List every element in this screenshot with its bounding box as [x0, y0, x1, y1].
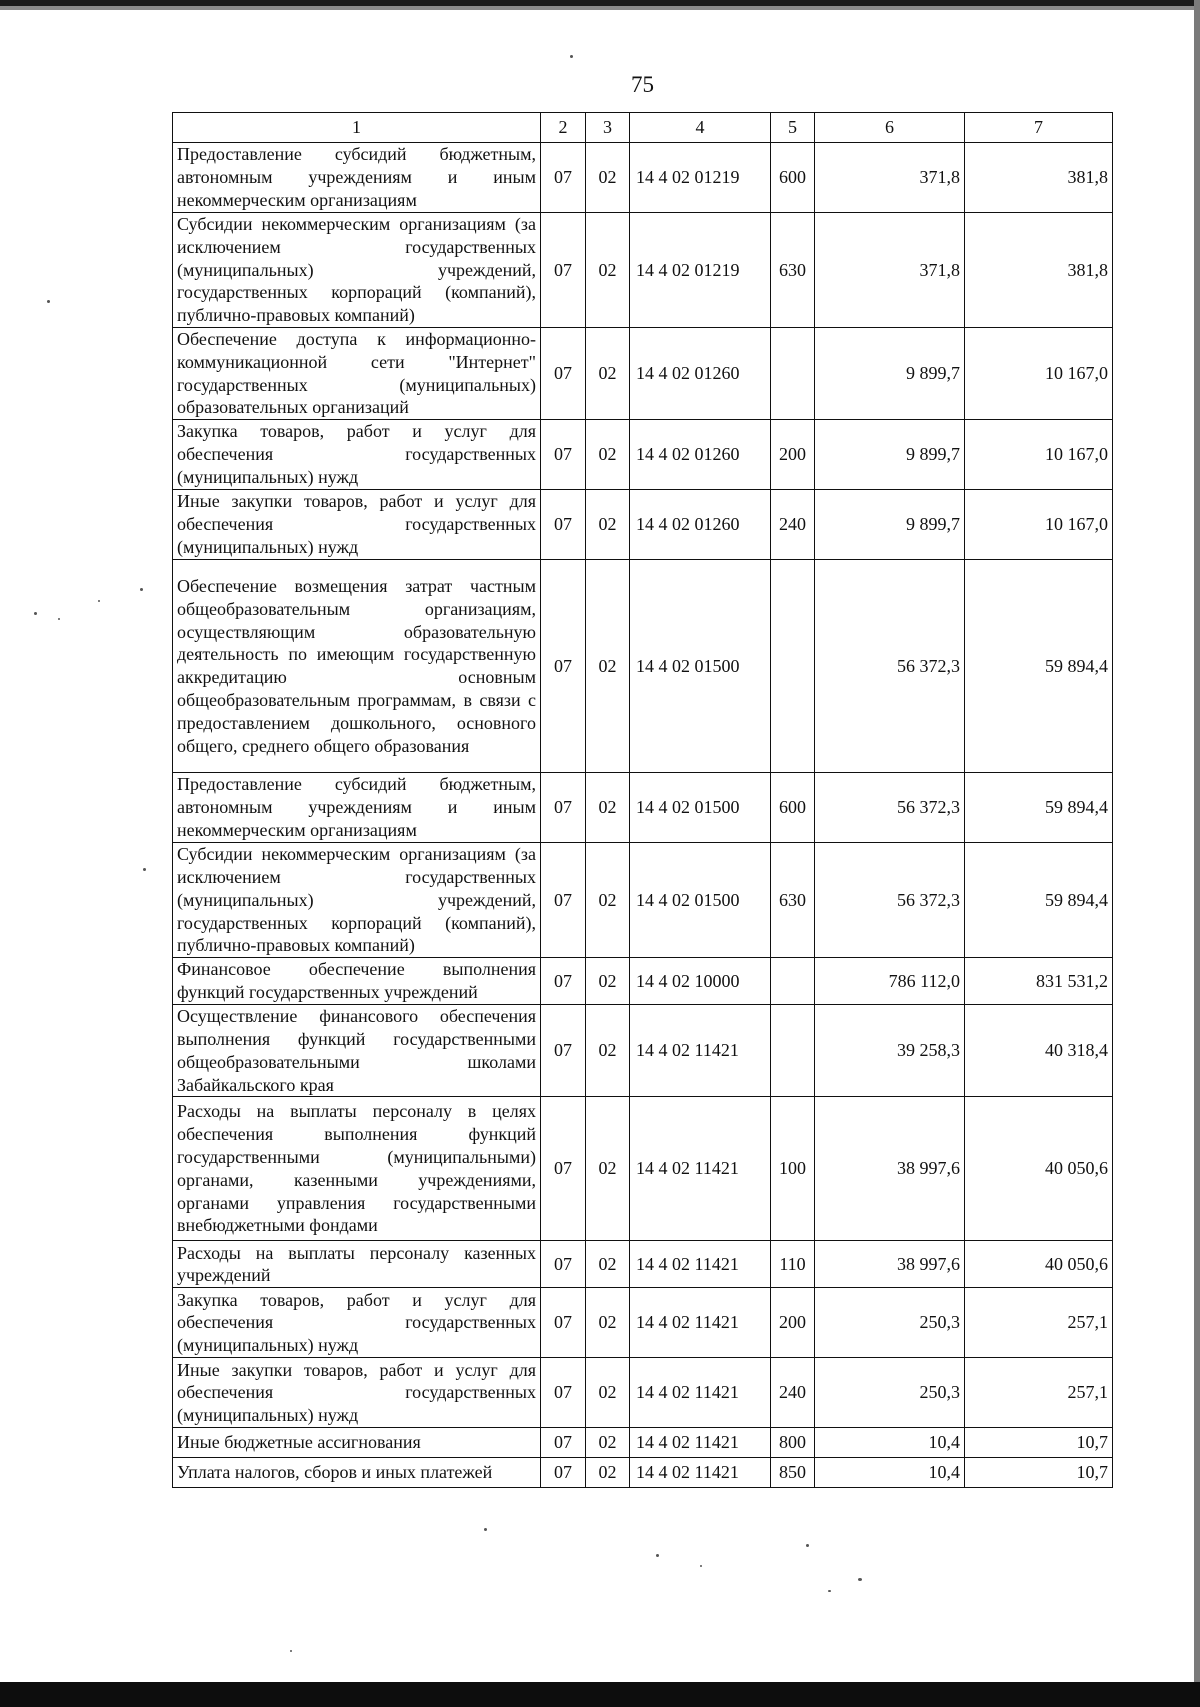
- cell-amount-col6: 371,8: [815, 213, 965, 328]
- table-row: [173, 1428, 1113, 1458]
- cell-target-article: 14 4 02 01219: [630, 213, 771, 328]
- cell-section: 07: [541, 420, 586, 490]
- table-row: [173, 490, 1113, 560]
- speck: [828, 1590, 831, 1592]
- speck: [140, 588, 143, 591]
- cell-amount-col7: 10 167,0: [965, 490, 1113, 560]
- header-col-4: 4: [630, 113, 771, 143]
- cell-subsection: 02: [586, 843, 630, 958]
- table-row: [173, 843, 1113, 958]
- cell-section: 07: [541, 327, 586, 419]
- cell-amount-col7: 59 894,4: [965, 560, 1113, 773]
- table-row: [173, 560, 1113, 773]
- table-row: [173, 213, 1113, 328]
- cell-name: Обеспечение доступа к информационно-коммуникационной сети "Интернет" государственных (муниципальных) образовательных организаций: [173, 327, 541, 419]
- speck: [570, 55, 573, 58]
- cell-target-article: 14 4 02 11421: [630, 1458, 771, 1488]
- speck: [143, 868, 146, 871]
- cell-name: Осуществление финансового обеспечения выполнения функций государственными общеобразовательными школами Забайкальского края: [173, 1005, 541, 1097]
- cell-amount-col7: 40 318,4: [965, 1005, 1113, 1097]
- cell-expense-type: [771, 560, 815, 773]
- table-row: [173, 958, 1113, 1005]
- budget-table: [172, 112, 1113, 1488]
- cell-section: 07: [541, 1288, 586, 1358]
- cell-target-article: 14 4 02 01219: [630, 143, 771, 213]
- cell-name: Иные бюджетные ассигнования: [173, 1428, 541, 1458]
- cell-target-article: 14 4 02 11421: [630, 1358, 771, 1428]
- cell-section: 07: [541, 143, 586, 213]
- cell-target-article: 14 4 02 11421: [630, 1241, 771, 1288]
- cell-subsection: 02: [586, 327, 630, 419]
- cell-section: 07: [541, 213, 586, 328]
- cell-target-article: 14 4 02 01260: [630, 490, 771, 560]
- cell-name: Закупка товаров, работ и услуг для обеспечения государственных (муниципальных) нужд: [173, 420, 541, 490]
- cell-expense-type: 600: [771, 773, 815, 843]
- scan-border-right: [1194, 0, 1200, 1707]
- cell-amount-col6: 250,3: [815, 1358, 965, 1428]
- table-row: [173, 420, 1113, 490]
- cell-subsection: 02: [586, 1097, 630, 1241]
- cell-amount-col6: 9 899,7: [815, 490, 965, 560]
- cell-amount-col6: 38 997,6: [815, 1241, 965, 1288]
- cell-section: 07: [541, 1358, 586, 1428]
- cell-subsection: 02: [586, 1005, 630, 1097]
- cell-name: Предоставление субсидий бюджетным, автономным учреждениям и иным некоммерческим организациям: [173, 773, 541, 843]
- cell-expense-type: 100: [771, 1097, 815, 1241]
- cell-subsection: 02: [586, 1288, 630, 1358]
- cell-name: Предоставление субсидий бюджетным, автономным учреждениям и иным некоммерческим организациям: [173, 143, 541, 213]
- speck: [656, 1554, 659, 1557]
- cell-amount-col6: 56 372,3: [815, 773, 965, 843]
- table-row: [173, 327, 1113, 419]
- cell-expense-type: 850: [771, 1458, 815, 1488]
- table-row: [173, 1241, 1113, 1288]
- cell-expense-type: 630: [771, 213, 815, 328]
- cell-target-article: 14 4 02 11421: [630, 1428, 771, 1458]
- cell-target-article: 14 4 02 01260: [630, 420, 771, 490]
- cell-name: Субсидии некоммерческим организациям (за исключением государственных (муниципальных) учреждений, государственных корпораций (компаний), публично-правовых компаний): [173, 843, 541, 958]
- cell-name: Расходы на выплаты персоналу в целях обеспечения выполнения функций государственными (муниципальными) органами, казенными учреждениями, органами управления государственными внебюджетными фондами: [173, 1097, 541, 1241]
- table-row: [173, 1288, 1113, 1358]
- cell-amount-col6: 786 112,0: [815, 958, 965, 1005]
- cell-amount-col6: 9 899,7: [815, 327, 965, 419]
- cell-amount-col7: 40 050,6: [965, 1241, 1113, 1288]
- cell-section: 07: [541, 490, 586, 560]
- cell-amount-col6: 10,4: [815, 1428, 965, 1458]
- scan-border-top-shadow: [0, 6, 1200, 10]
- speck: [98, 600, 100, 602]
- header-col-6: 6: [815, 113, 965, 143]
- cell-target-article: 14 4 02 01500: [630, 773, 771, 843]
- header-col-1: 1: [173, 113, 541, 143]
- speck: [484, 1528, 487, 1531]
- cell-name: Расходы на выплаты персоналу казенных учреждений: [173, 1241, 541, 1288]
- cell-name: Иные закупки товаров, работ и услуг для обеспечения государственных (муниципальных) нужд: [173, 490, 541, 560]
- cell-amount-col6: 56 372,3: [815, 560, 965, 773]
- cell-expense-type: 240: [771, 1358, 815, 1428]
- table-row: [173, 1358, 1113, 1428]
- cell-section: 07: [541, 1005, 586, 1097]
- cell-name: Уплата налогов, сборов и иных платежей: [173, 1458, 541, 1488]
- cell-subsection: 02: [586, 143, 630, 213]
- cell-amount-col6: 39 258,3: [815, 1005, 965, 1097]
- cell-subsection: 02: [586, 213, 630, 328]
- cell-subsection: 02: [586, 1358, 630, 1428]
- cell-target-article: 14 4 02 11421: [630, 1005, 771, 1097]
- cell-subsection: 02: [586, 560, 630, 773]
- cell-amount-col7: 831 531,2: [965, 958, 1113, 1005]
- cell-subsection: 02: [586, 1458, 630, 1488]
- cell-expense-type: 200: [771, 420, 815, 490]
- speck: [58, 618, 60, 620]
- cell-amount-col7: 10 167,0: [965, 420, 1113, 490]
- header-col-5: 5: [771, 113, 815, 143]
- cell-subsection: 02: [586, 420, 630, 490]
- cell-amount-col7: 59 894,4: [965, 843, 1113, 958]
- speck: [34, 612, 37, 615]
- speck: [858, 1578, 862, 1581]
- cell-expense-type: 240: [771, 490, 815, 560]
- table-header-row: [173, 113, 1113, 143]
- speck: [290, 1650, 292, 1652]
- cell-expense-type: [771, 327, 815, 419]
- table-row: [173, 1097, 1113, 1241]
- cell-amount-col7: 10,7: [965, 1458, 1113, 1488]
- budget-table-body: [173, 113, 1113, 1488]
- cell-subsection: 02: [586, 773, 630, 843]
- cell-name: Финансовое обеспечение выполнения функций государственных учреждений: [173, 958, 541, 1005]
- speck: [47, 300, 50, 303]
- cell-subsection: 02: [586, 1241, 630, 1288]
- cell-section: 07: [541, 1097, 586, 1241]
- table-row: [173, 773, 1113, 843]
- cell-amount-col7: 10 167,0: [965, 327, 1113, 419]
- cell-section: 07: [541, 843, 586, 958]
- cell-name: Обеспечение возмещения затрат частным общеобразовательным организациям, осуществляющим образовательную деятельность по имеющим государственную аккредитацию основным общеобразовательным программам, в связи с предоставлением дошкольного, основного общего, среднего общего образования: [173, 560, 541, 773]
- cell-target-article: 14 4 02 11421: [630, 1097, 771, 1241]
- cell-amount-col6: 10,4: [815, 1458, 965, 1488]
- cell-amount-col6: 250,3: [815, 1288, 965, 1358]
- cell-amount-col7: 257,1: [965, 1358, 1113, 1428]
- cell-amount-col7: 381,8: [965, 143, 1113, 213]
- cell-section: 07: [541, 773, 586, 843]
- cell-expense-type: 200: [771, 1288, 815, 1358]
- cell-target-article: 14 4 02 10000: [630, 958, 771, 1005]
- speck: [700, 1565, 702, 1567]
- cell-amount-col7: 59 894,4: [965, 773, 1113, 843]
- cell-expense-type: 110: [771, 1241, 815, 1288]
- cell-subsection: 02: [586, 958, 630, 1005]
- cell-amount-col6: 38 997,6: [815, 1097, 965, 1241]
- cell-section: 07: [541, 958, 586, 1005]
- cell-target-article: 14 4 02 01500: [630, 560, 771, 773]
- header-col-7: 7: [965, 113, 1113, 143]
- cell-expense-type: 800: [771, 1428, 815, 1458]
- cell-amount-col7: 40 050,6: [965, 1097, 1113, 1241]
- cell-subsection: 02: [586, 1428, 630, 1458]
- cell-section: 07: [541, 1428, 586, 1458]
- cell-amount-col7: 10,7: [965, 1428, 1113, 1458]
- cell-expense-type: [771, 958, 815, 1005]
- cell-name: Иные закупки товаров, работ и услуг для обеспечения государственных (муниципальных) нужд: [173, 1358, 541, 1428]
- cell-name: Закупка товаров, работ и услуг для обеспечения государственных (муниципальных) нужд: [173, 1288, 541, 1358]
- cell-section: 07: [541, 1241, 586, 1288]
- table-row: [173, 143, 1113, 213]
- cell-target-article: 14 4 02 01500: [630, 843, 771, 958]
- scan-border-bottom: [0, 1682, 1200, 1707]
- cell-expense-type: [771, 1005, 815, 1097]
- cell-target-article: 14 4 02 11421: [630, 1288, 771, 1358]
- cell-subsection: 02: [586, 490, 630, 560]
- table-row: [173, 1458, 1113, 1488]
- table-row: [173, 1005, 1113, 1097]
- cell-amount-col7: 257,1: [965, 1288, 1113, 1358]
- cell-amount-col7: 381,8: [965, 213, 1113, 328]
- header-col-2: 2: [541, 113, 586, 143]
- cell-amount-col6: 371,8: [815, 143, 965, 213]
- cell-expense-type: 600: [771, 143, 815, 213]
- cell-name: Субсидии некоммерческим организациям (за исключением государственных (муниципальных) учреждений, государственных корпораций (компаний), публично-правовых компаний): [173, 213, 541, 328]
- cell-section: 07: [541, 1458, 586, 1488]
- cell-amount-col6: 9 899,7: [815, 420, 965, 490]
- cell-amount-col6: 56 372,3: [815, 843, 965, 958]
- page-number: 75: [631, 72, 654, 97]
- speck: [806, 1544, 809, 1547]
- cell-target-article: 14 4 02 01260: [630, 327, 771, 419]
- cell-expense-type: 630: [771, 843, 815, 958]
- header-col-3: 3: [586, 113, 630, 143]
- cell-section: 07: [541, 560, 586, 773]
